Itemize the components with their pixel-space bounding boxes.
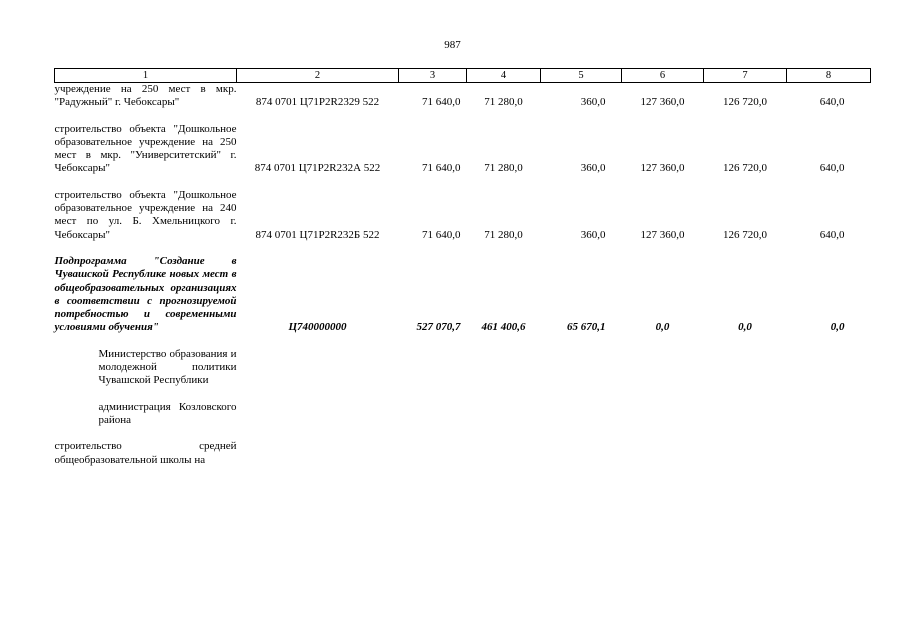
row-value-5: 360,0 xyxy=(580,162,606,175)
row-value-4: 71 280,0 xyxy=(484,228,523,241)
column-header: 6 xyxy=(622,69,704,83)
row-code: 874 0701 Ц71P2R232А 522 xyxy=(254,162,381,175)
column-header: 1 xyxy=(55,69,237,83)
subprogram-value-6: 0,0 xyxy=(655,321,670,334)
row-code: 874 0701 Ц71P2R2329 522 xyxy=(255,96,380,109)
row-value-5: 360,0 xyxy=(580,228,606,241)
table-row xyxy=(55,123,871,176)
subprogram-value-4: 461 400,6 xyxy=(481,321,526,334)
row-value-3: 71 640,0 xyxy=(422,96,461,109)
column-header: 2 xyxy=(237,69,399,83)
column-header: 7 xyxy=(704,69,787,83)
table-row xyxy=(55,401,871,428)
row-value-7: 126 720,0 xyxy=(723,96,767,109)
table-row xyxy=(55,440,871,467)
row-value-5: 360,0 xyxy=(580,96,606,109)
row-name: строительство объекта "Дошкольное образовательное учреждение на 250 мест в мкр. "Университетский" г. Чебоксары" xyxy=(54,122,237,175)
subprogram-name: Подпрограмма "Создание в Чувашской Республике новых мест в общеобразовательных организациях в соответствии с прогнозируемой потребностью и современными условиями обучения" xyxy=(54,254,237,334)
page-number: 987 xyxy=(444,39,461,51)
row-value-6: 127 360,0 xyxy=(640,96,685,109)
row-value-8: 640,0 xyxy=(819,96,845,109)
subprogram-row xyxy=(55,255,871,335)
row-value-6: 127 360,0 xyxy=(640,162,685,175)
budget-table xyxy=(54,68,871,467)
column-header: 3 xyxy=(399,69,467,83)
table-row xyxy=(55,189,871,242)
row-value-7: 126 720,0 xyxy=(723,228,767,241)
row-code: 874 0701 Ц71P2R232Б 522 xyxy=(255,228,380,241)
row-name: строительство средней общеобразовательной школы на xyxy=(54,440,237,466)
table-header xyxy=(55,69,871,83)
row-value-8: 640,0 xyxy=(819,162,845,175)
row-value-3: 71 640,0 xyxy=(422,162,461,175)
row-value-4: 71 280,0 xyxy=(484,162,523,175)
administration-name: администрация Козловского района xyxy=(98,400,237,426)
column-header: 8 xyxy=(787,69,871,83)
subprogram-value-5: 65 670,1 xyxy=(567,321,606,334)
row-value-4: 71 280,0 xyxy=(484,96,523,109)
column-header: 5 xyxy=(541,69,622,83)
subprogram-value-3: 527 070,7 xyxy=(416,321,461,334)
row-name: строительство объекта "Дошкольное образовательное учреждение на 240 мест по ул. Б. Хмельницкого г. Чебоксары" xyxy=(54,188,237,241)
subprogram-code: Ц740000000 xyxy=(288,321,347,334)
subprogram-value-7: 0,0 xyxy=(738,321,752,334)
row-value-6: 127 360,0 xyxy=(640,228,685,241)
table-row xyxy=(55,83,871,110)
table-row xyxy=(55,348,871,388)
row-value-3: 71 640,0 xyxy=(422,228,461,241)
row-name: учреждение на 250 мест в мкр. "Радужный" г. Чебоксары" xyxy=(54,83,237,109)
subprogram-value-8: 0,0 xyxy=(830,321,845,334)
row-value-8: 640,0 xyxy=(819,228,845,241)
ministry-name: Министерство образования и молодежной политики Чувашской Республики xyxy=(98,347,237,387)
column-header: 4 xyxy=(467,69,541,83)
row-value-7: 126 720,0 xyxy=(723,162,767,175)
